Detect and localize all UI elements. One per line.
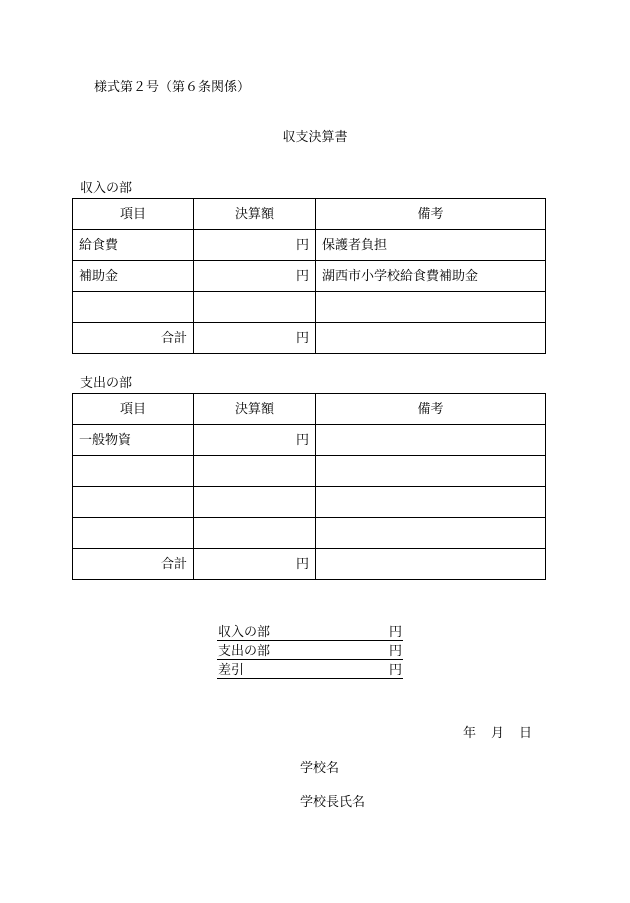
amount-cell: 円 (194, 261, 316, 292)
date-month: 月 (491, 726, 505, 741)
summary-unit: 円 (388, 625, 402, 640)
summary-unit: 円 (388, 644, 402, 659)
header-note: 備考 (316, 394, 546, 425)
total-label: 合計 (73, 323, 194, 354)
item-cell: 一般物資 (73, 425, 194, 456)
total-note (316, 549, 546, 580)
summary-label: 支出の部 (218, 644, 271, 659)
form-number: 様式第２号（第６条関係） (94, 80, 251, 95)
total-amount: 円 (194, 549, 316, 580)
note-cell (316, 518, 546, 549)
amount-cell: 円 (194, 230, 316, 261)
amount-cell: 円 (194, 425, 316, 456)
table-row (73, 230, 546, 261)
item-cell: 補助金 (73, 261, 194, 292)
date-day: 日 (519, 726, 533, 741)
total-note (316, 323, 546, 354)
principal-name-label: 学校長氏名 (300, 795, 366, 810)
income-table (72, 198, 546, 354)
item-cell (73, 487, 194, 518)
item-cell (73, 292, 194, 323)
note-cell: 保護者負担 (316, 230, 546, 261)
total-amount: 円 (194, 323, 316, 354)
note-cell: 湖西市小学校給食費補助金 (316, 261, 546, 292)
amount-cell (194, 292, 316, 323)
table-row (73, 292, 546, 323)
date-line (463, 727, 532, 740)
table-row (73, 518, 546, 549)
note-cell (316, 425, 546, 456)
table-header-row (73, 394, 546, 425)
summary-row-income (217, 622, 403, 641)
expense-table (72, 393, 546, 580)
item-cell (73, 456, 194, 487)
table-row (73, 456, 546, 487)
school-name-label: 学校名 (300, 761, 340, 776)
header-item: 項目 (73, 394, 194, 425)
item-cell (73, 518, 194, 549)
note-cell (316, 487, 546, 518)
summary-unit: 円 (388, 663, 402, 678)
table-header-row (73, 199, 546, 230)
balance-summary (217, 622, 403, 679)
item-cell: 給食費 (73, 230, 194, 261)
summary-label: 差引 (218, 663, 245, 678)
total-row (73, 323, 546, 354)
header-amount: 決算額 (194, 394, 316, 425)
date-year: 年 (463, 726, 477, 741)
summary-row-expense (217, 641, 403, 660)
header-note: 備考 (316, 199, 546, 230)
header-amount: 決算額 (194, 199, 316, 230)
amount-cell (194, 487, 316, 518)
header-item: 項目 (73, 199, 194, 230)
document-title: 収支決算書 (282, 130, 348, 145)
summary-label: 収入の部 (218, 625, 271, 640)
note-cell (316, 456, 546, 487)
expense-section-label: 支出の部 (80, 376, 133, 391)
table-row (73, 261, 546, 292)
income-section-label: 収入の部 (80, 181, 133, 196)
note-cell (316, 292, 546, 323)
amount-cell (194, 456, 316, 487)
summary-row-difference (217, 660, 403, 679)
table-row (73, 425, 546, 456)
amount-cell (194, 518, 316, 549)
table-row (73, 487, 546, 518)
total-label: 合計 (73, 549, 194, 580)
total-row (73, 549, 546, 580)
